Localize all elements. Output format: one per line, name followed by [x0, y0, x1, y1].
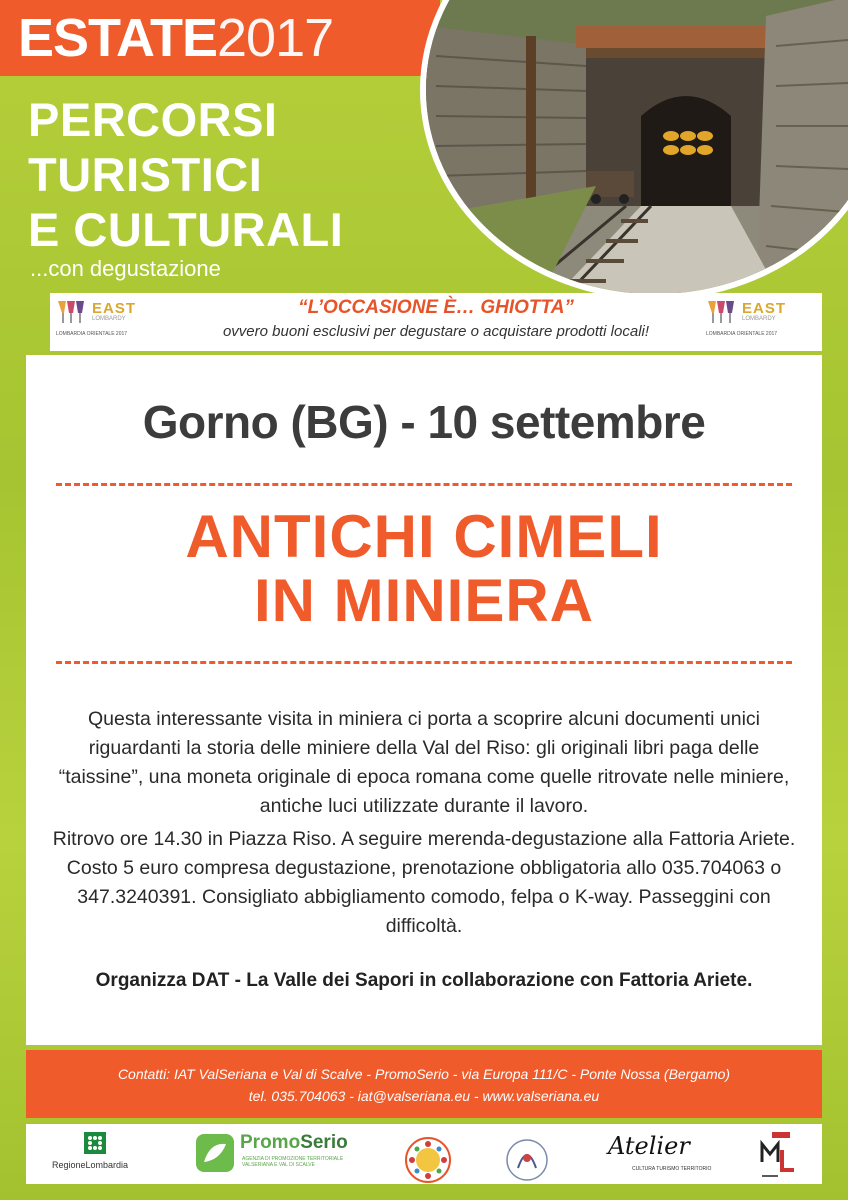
east-logo-text: EAST — [92, 300, 137, 317]
divider-top — [56, 483, 792, 486]
mine-illustration — [426, 0, 848, 300]
promoserio-leaf-icon — [196, 1134, 234, 1172]
estate-banner — [0, 0, 440, 76]
headline-line-3: E CULTURALI — [28, 203, 344, 256]
partner-logos — [26, 1124, 822, 1184]
east-logo-caption: LOMBARDIA ORIENTALE 2017 — [706, 331, 778, 337]
promoserio-text — [240, 1132, 348, 1154]
mine-photo — [420, 0, 848, 300]
estate-year: 2017 — [217, 8, 334, 68]
headline-line-1: PERCORSI — [28, 93, 278, 146]
subheadline: ...con degustazione — [30, 256, 221, 281]
estate-word: ESTATE — [18, 8, 218, 68]
promoserio-text-b: Serio — [300, 1132, 348, 1153]
event-title-line-1: ANTICHI CIMELI — [185, 503, 663, 570]
strip-subtitle: ovvero buoni esclusivi per degustare o acquistare prodotti locali! — [222, 323, 650, 340]
wine-glasses-icon — [706, 299, 742, 329]
description-paragraph-2: Ritrovo ore 14.30 in Piazza Riso. A seguire merenda-degustazione alla Fattoria Ariete. Costo 5 euro compresa degustazione, prenotazione obbligatoria allo 035.704063 o 347.3240391. Consigliato abbigliamento comodo, felpa o K-way. Passeggini con difficoltà. — [52, 828, 796, 937]
east-logo-small: LOMBARDY — [92, 316, 126, 322]
promoserio-text-a: Promo — [240, 1132, 301, 1153]
east-lombardy-logo-right — [706, 299, 792, 345]
promoserio-subtitle-1: AGENZIA DI PROMOZIONE TERRITORIALE — [242, 1156, 344, 1162]
circular-emblem-logo — [404, 1130, 452, 1190]
description-paragraph-1: Questa interessante visita in miniera ci porta a scoprire alcuni documenti unici riguardanti la storia delle miniere della Val del Riso: gli originali libri paga delle “taissine”, una moneta originale di epoca romana come quelle ritrovate nelle miniere, antiche luci utilizzate durante il lavoro. — [58, 708, 790, 817]
event-title-line-2: IN MINIERA — [254, 567, 594, 634]
east-logo-small: LOMBARDY — [742, 316, 776, 322]
atelier-text: Atelier — [608, 1132, 690, 1160]
event-organizer: Organizza DAT - La Valle dei Sapori in collaborazione con Fattoria Ariete. — [95, 970, 753, 991]
event-place-date: Gorno (BG) - 10 settembre — [142, 396, 706, 448]
event-card — [26, 355, 822, 1045]
strip-title: “L’OCCASIONE È… GHIOTTA” — [298, 297, 574, 318]
headline-line-2: TURISTICI — [28, 148, 263, 201]
promoserio-logo — [196, 1124, 366, 1184]
event-description — [46, 705, 802, 945]
contacts-line-2: tel. 035.704063 - iat@valseriana.eu - www.valseriana.eu — [248, 1088, 600, 1104]
event-title — [26, 505, 822, 633]
east-logo-text: EAST — [742, 300, 787, 317]
east-logo-caption: LOMBARDIA ORIENTALE 2017 — [56, 331, 128, 337]
promoserio-subtitle-2: VALSERIANA E VAL DI SCALVE — [242, 1162, 315, 1168]
seal-logo — [504, 1130, 550, 1190]
atelier-subtitle: CULTURA TURISMO TERRITORIO — [632, 1166, 712, 1172]
regione-lombardia-logo — [48, 1124, 148, 1184]
headline — [28, 92, 343, 257]
promo-strip — [50, 293, 822, 351]
regione-lombardia-text: RegioneLombardia — [52, 1160, 129, 1170]
estate-title — [18, 8, 333, 68]
atelier-logo — [604, 1124, 714, 1184]
rosa-camuna-icon — [84, 1132, 106, 1154]
contacts-line-1: Contatti: IAT ValSeriana e Val di Scalve - PromoSerio - via Europa 111/C - Ponte Nossa (Bergamo) — [117, 1066, 731, 1082]
contacts-bar — [26, 1050, 822, 1118]
divider-bottom — [56, 661, 792, 664]
ml-logo — [758, 1128, 798, 1188]
